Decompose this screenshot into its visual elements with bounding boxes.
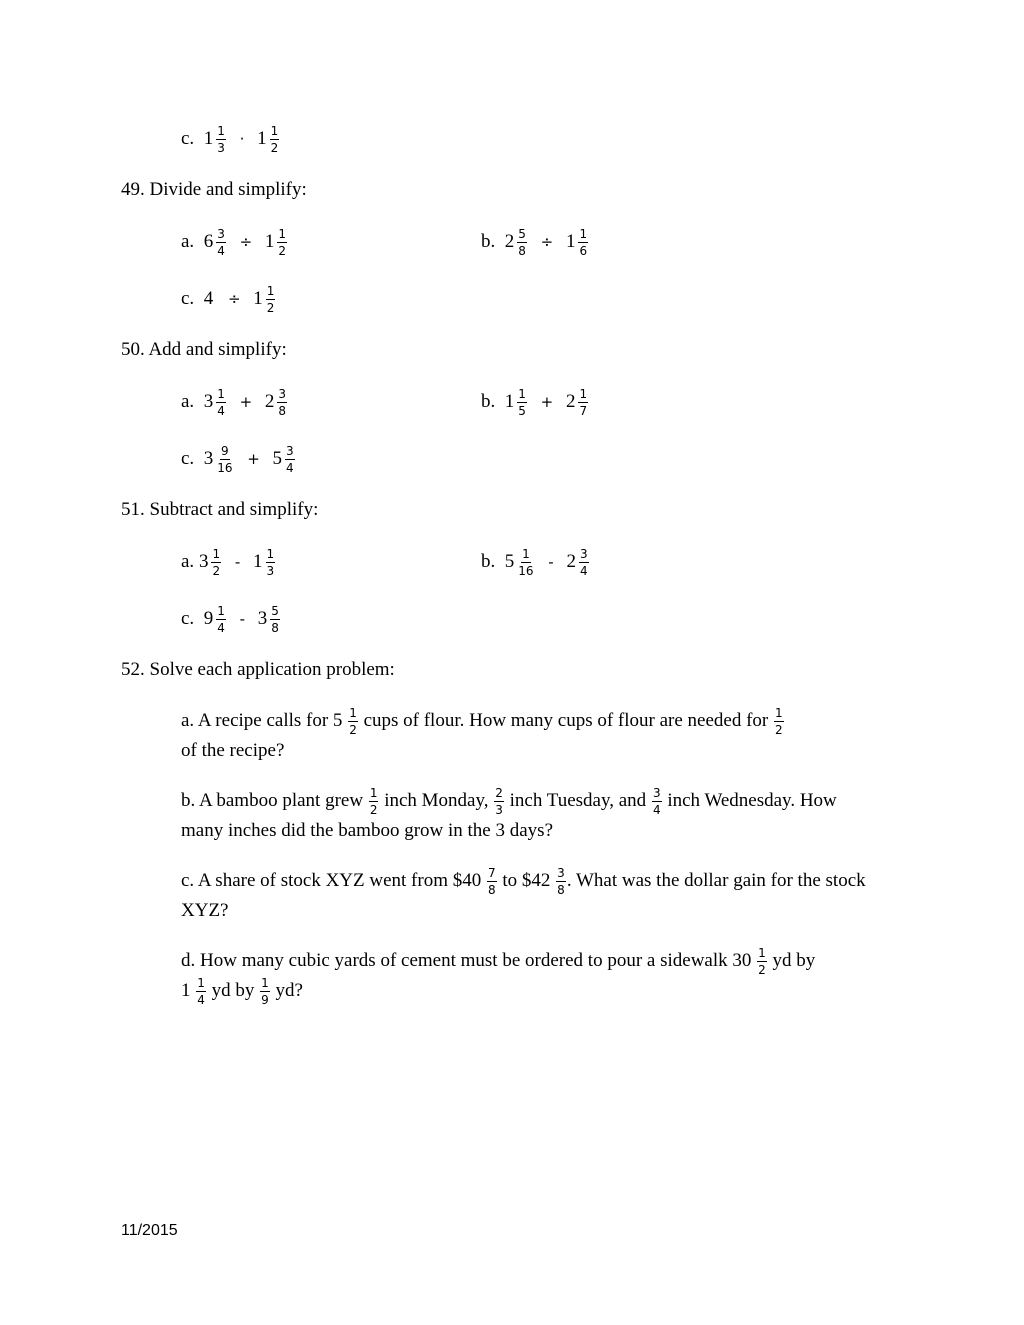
problem-52d: d. How many cubic yards of cement must be ordered to pour a sidewalk 30 $\frac{1}{2}$ yd by 1 $\frac{1}{4}$ yd by $\frac{1}{9}$ yd? <box>181 946 816 1008</box>
problem-51c: c. 9 $\frac{1}{4}$ - 3 $\frac{5}{8}$ <box>181 604 279 635</box>
fraction: $\frac{1}{2}$ <box>270 124 279 155</box>
question-49-title: 49. Divide and simplify: <box>121 179 307 200</box>
problem-52c: c. A share of stock XYZ went from $40 $\frac{7}{8}$ to $42 $\frac{3}{8}$ . What was the dollar gain for the stock XYZ? <box>181 866 866 922</box>
problem-49b: b. 2 $\frac{5}{8}$ ÷ 1 $\frac{1}{6}$ <box>481 227 588 258</box>
problem-51b: b. 5 $\frac{1}{16}$ - 2 $\frac{3}{4}$ <box>481 547 588 578</box>
problem-51a: a. 3 $\frac{1}{2}$ - 1 $\frac{1}{3}$ <box>181 547 275 578</box>
problem-52a: a. A recipe calls for 5 $\frac{1}{2}$ cups of flour. How many cups of flour are needed for $\frac{1}{2}$ of the recipe? <box>181 706 783 762</box>
question-52-title: 52. Solve each application problem: <box>121 659 395 680</box>
problem-50b: b. 1 $\frac{1}{5}$ + 2 $\frac{1}{7}$ <box>481 387 588 418</box>
problem-48c: c. 1 $\frac{1}{3}$ · 1 $\frac{1}{2}$ <box>181 124 279 155</box>
problem-49a: a. 6 $\frac{3}{4}$ ÷ 1 $\frac{1}{2}$ <box>181 227 287 258</box>
problem-50a: a. 3 $\frac{1}{4}$ + 2 $\frac{3}{8}$ <box>181 387 287 418</box>
problem-52b: b. A bamboo plant grew $\frac{1}{2}$ inch Monday, $\frac{2}{3}$ inch Tuesday, and $\frac{3}{4}$ inch Wednesday. How many inches did the bamboo grow in the 3 days? <box>181 786 837 842</box>
footer-date: 11/2015 <box>121 1222 178 1239</box>
question-50-title: 50. Add and simplify: <box>121 339 287 360</box>
problem-50c: c. 3 $\frac{9}{16}$ + 5 $\frac{3}{4}$ <box>181 444 294 475</box>
fraction: $\frac{1}{3}$ <box>217 124 225 155</box>
problem-49c: c. 4 ÷ 1 $\frac{1}{2}$ <box>181 284 275 315</box>
question-51-title: 51. Subtract and simplify: <box>121 499 319 520</box>
